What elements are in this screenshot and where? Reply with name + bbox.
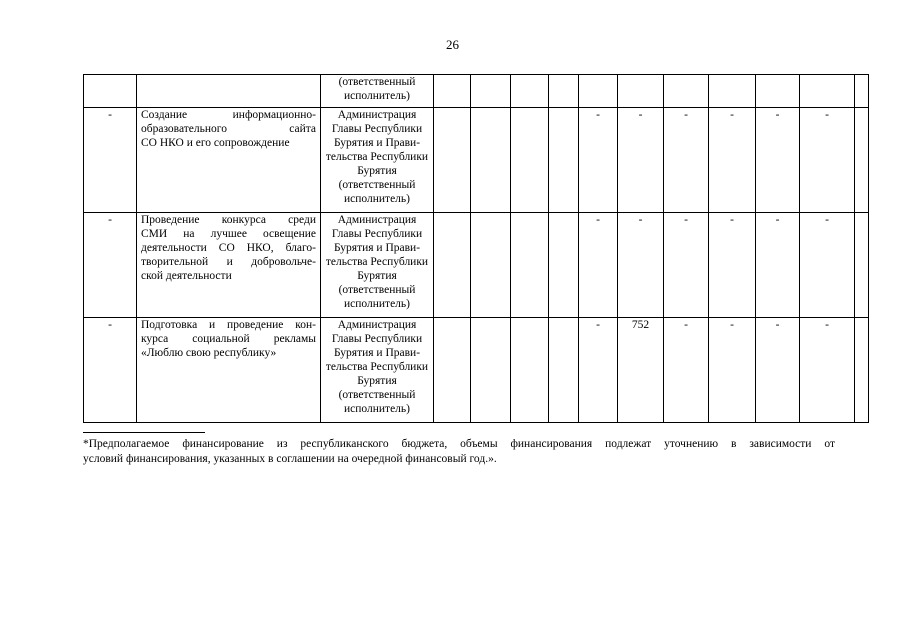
activity-name-line: Подготовка и проведение кон-: [141, 319, 316, 331]
executor-line: тельства Республики: [325, 256, 429, 268]
table-row: [84, 108, 869, 213]
executor-cell: [321, 108, 434, 213]
funding-value-cell: -: [709, 213, 756, 318]
footnote-separator: [83, 432, 205, 433]
funding-value-cell: [709, 75, 756, 108]
executor-line: Бурятия и Прави-: [333, 137, 421, 149]
activity-name-line: ской деятельности: [141, 270, 232, 282]
row-number-cell: [84, 75, 137, 108]
program-activities-table: [83, 74, 869, 423]
executor-line: исполнитель): [343, 193, 410, 205]
executor-line: (ответственный: [338, 389, 416, 401]
funding-value-cell: [756, 75, 800, 108]
executor-line: Администрация: [337, 319, 417, 331]
funding-value-cell: -: [664, 213, 709, 318]
funding-value-cell: -: [709, 108, 756, 213]
activity-name-line: «Люблю свою республику»: [141, 347, 277, 359]
funding-value-cell: [511, 318, 549, 423]
funding-value-cell: 752: [618, 318, 664, 423]
table-row: [84, 75, 869, 108]
funding-value-cell: [664, 75, 709, 108]
activity-name-line: деятельности СО НКО, благо-: [141, 242, 316, 254]
activity-name-line: Создание информационно-: [141, 109, 316, 121]
funding-value-cell: -: [800, 318, 855, 423]
funding-value-cell: -: [579, 108, 618, 213]
funding-value-cell: -: [709, 318, 756, 423]
activity-name-cell: [137, 318, 321, 423]
executor-line: (ответственный: [338, 179, 416, 191]
executor-line: (ответственный: [338, 76, 416, 88]
funding-value-cell: -: [579, 213, 618, 318]
executor-cell: [321, 75, 434, 108]
executor-line: Главы Республики: [331, 228, 423, 240]
executor-line: исполнитель): [343, 403, 410, 415]
activity-name-cell: [137, 75, 321, 108]
executor-cell: [321, 318, 434, 423]
funding-value-cell: [855, 318, 869, 423]
executor-line: (ответственный: [338, 284, 416, 296]
funding-value-cell: [549, 75, 579, 108]
row-number-cell: -: [84, 213, 137, 318]
funding-value-cell: -: [756, 213, 800, 318]
funding-value-cell: [471, 213, 511, 318]
footnote: [83, 437, 835, 467]
funding-value-cell: [549, 213, 579, 318]
funding-value-cell: [549, 108, 579, 213]
funding-value-cell: [434, 318, 471, 423]
footnote-line-2: условий финансирования, указанных в соглашении на очередной финансовый год.».: [83, 453, 497, 465]
funding-value-cell: -: [756, 108, 800, 213]
executor-line: тельства Республики: [325, 151, 429, 163]
executor-line: Бурятия и Прави-: [333, 347, 421, 359]
funding-value-cell: [855, 108, 869, 213]
funding-value-cell: [855, 75, 869, 108]
funding-value-cell: [549, 318, 579, 423]
executor-line: Бурятия и Прави-: [333, 242, 421, 254]
activity-name-line: Проведение конкурса среди: [141, 214, 316, 226]
funding-value-cell: [511, 213, 549, 318]
funding-value-cell: [800, 75, 855, 108]
executor-line: Главы Республики: [331, 123, 423, 135]
activity-name-line: образовательного сайта: [141, 123, 316, 135]
funding-value-cell: -: [664, 108, 709, 213]
executor-line: тельства Республики: [325, 361, 429, 373]
funding-value-cell: -: [756, 318, 800, 423]
table-row: [84, 213, 869, 318]
funding-value-cell: [434, 75, 471, 108]
funding-value-cell: [579, 75, 618, 108]
funding-value-cell: -: [800, 213, 855, 318]
funding-value-cell: -: [618, 213, 664, 318]
funding-value-cell: [434, 213, 471, 318]
executor-line: Администрация: [337, 109, 417, 121]
footnote-line-1: *Предполагаемое финансирование из республиканского бюджета, объемы финансирования подлежат уточнению в зависимости от: [83, 438, 835, 450]
funding-value-cell: -: [664, 318, 709, 423]
funding-value-cell: -: [618, 108, 664, 213]
executor-cell: [321, 213, 434, 318]
funding-value-cell: [471, 75, 511, 108]
funding-value-cell: [855, 213, 869, 318]
executor-line: Бурятия: [357, 375, 397, 387]
funding-value-cell: -: [579, 318, 618, 423]
executor-line: Главы Республики: [331, 333, 423, 345]
funding-value-cell: [511, 75, 549, 108]
funding-value-cell: [434, 108, 471, 213]
row-number-cell: -: [84, 108, 137, 213]
activity-name-line: СМИ на лучшее освещение: [141, 228, 316, 240]
activity-name-cell: [137, 213, 321, 318]
funding-value-cell: [511, 108, 549, 213]
activity-name-line: курса социальной рекламы: [141, 333, 316, 345]
activity-name-line: творительной и добровольче-: [141, 256, 316, 268]
table-body: [84, 75, 869, 423]
page-number: 26: [446, 37, 459, 52]
funding-value-cell: [618, 75, 664, 108]
funding-value-cell: -: [800, 108, 855, 213]
executor-line: исполнитель): [343, 298, 410, 310]
row-number-cell: -: [84, 318, 137, 423]
executor-line: Администрация: [337, 214, 417, 226]
executor-line: Бурятия: [357, 165, 397, 177]
activity-name-cell: [137, 108, 321, 213]
table-row: [84, 318, 869, 423]
activity-name-line: СО НКО и его сопровождение: [141, 137, 290, 149]
executor-line: исполнитель): [343, 90, 410, 102]
funding-value-cell: [471, 318, 511, 423]
executor-line: Бурятия: [357, 270, 397, 282]
funding-value-cell: [471, 108, 511, 213]
